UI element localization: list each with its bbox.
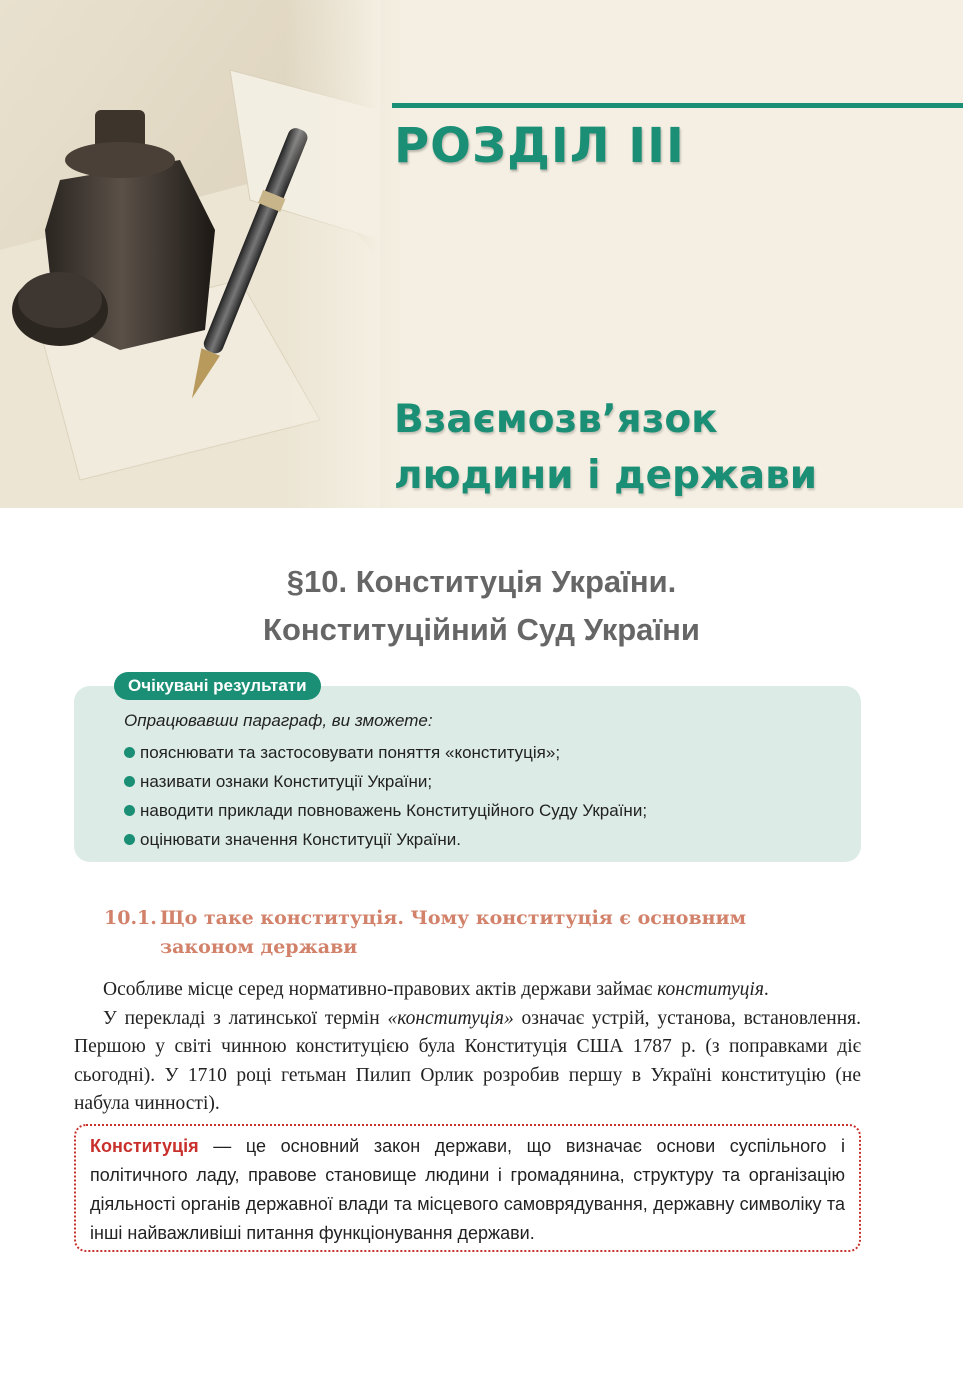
body-text [74, 976, 861, 1119]
list-item: називати ознаки Конституції України; [124, 767, 647, 796]
subsection-heading [104, 904, 824, 962]
emphasis: «конституція» [387, 1007, 514, 1029]
bullet-dot-icon [124, 805, 135, 816]
section-title [394, 392, 817, 504]
definition-text: — це основний закон держави, що визначає основи суспільного і політичного ладу, правове становище людини і громадянина, структуру та організацію діяльності органів державної влади та місцевого самоврядування, державну символіку та інші найважливіші питання функціонування держави. [90, 1136, 845, 1243]
bullet-dot-icon [124, 776, 135, 787]
section-title-line2: людини і держави [394, 453, 818, 498]
subsection-title-line2: законом держави [160, 936, 358, 958]
subsection-title-line1: Що таке конституція. Чому конституція є основним [160, 907, 747, 929]
paragraph-title-line1: §10. Конституція України. [286, 564, 677, 599]
section-title-line1: Взаємозв’язок [394, 397, 718, 442]
emphasis: конституція [657, 979, 764, 1000]
expected-results-intro: Опрацювавши параграф, ви зможете: [124, 711, 433, 730]
paragraph-title-line2: Конституційний Суд України [263, 612, 700, 647]
inkwell-pen-illustration [0, 0, 380, 508]
list-item: оцінювати значення Конституції України. [124, 825, 647, 854]
definition-box [74, 1124, 861, 1252]
expected-results-tab: Очікувані результати [114, 672, 321, 700]
section-label: РОЗДІЛ ІІІ [394, 118, 685, 174]
paragraph-title [0, 558, 963, 654]
header-divider [392, 103, 963, 108]
definition-term: Конституція [90, 1136, 199, 1156]
list-item: пояснювати та застосовувати поняття «конституція»; [124, 738, 647, 767]
bullet-dot-icon [124, 747, 135, 758]
bullet-dot-icon [124, 834, 135, 845]
chapter-header [0, 0, 963, 508]
body-paragraph-1: Особливе місце серед нормативно-правових актів держави займає конституція. [103, 979, 769, 1000]
list-item: наводити приклади повноважень Конституційного Суду України; [124, 796, 647, 825]
subsection-number: 10.1. [104, 907, 157, 929]
expected-results-list [124, 738, 647, 854]
body-paragraph-2: У перекладі з латинської термін «конституція» означає устрій, установа, встановлення. Першою у світі чинною конституцією була Конституція США 1787 р. (з поправками діє сьогодні). У 1710 році гетьман Пилип Орлик розробив першу в Україні конституцію (не набула чинності). [74, 1007, 861, 1114]
